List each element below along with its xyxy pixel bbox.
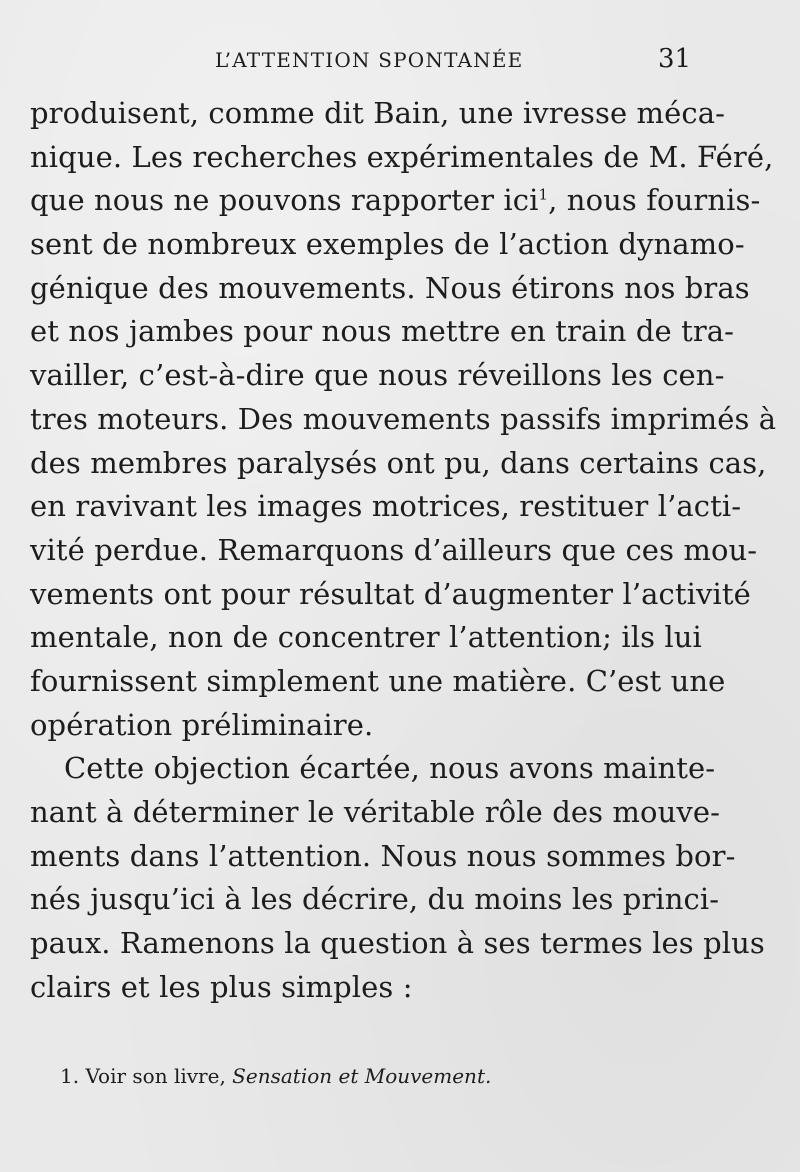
footnote-book-title: Sensation et Mouvement. (232, 1064, 492, 1088)
text-line: paux. Ramenons la question à ses termes les plus (30, 926, 765, 961)
text-span: , nous fournis- (548, 183, 761, 218)
text-line: génique des mouvements. Nous étirons nos bras (30, 270, 750, 305)
running-head: L’ATTENTION SPONTANÉE (215, 48, 524, 72)
text-line: nés jusqu’ici à les décrire, du moins les princi- (30, 882, 720, 917)
text-line: Cette objection écartée, nous avons mainte- (64, 751, 716, 786)
text-line: vements ont pour résultat d’augmenter l’activité (30, 576, 751, 611)
text-line: mentale, non de concentrer l’attention; ils lui (30, 620, 702, 655)
footnote-text: Voir son livre, (85, 1064, 226, 1088)
text-line: nant à déterminer le véritable rôle des mouve- (30, 795, 721, 829)
text-span: que nous ne pouvons rapporter ici (30, 183, 539, 218)
text-line: nique. Les recherches expérimentales de M. Féré, (30, 139, 774, 174)
text-line: clairs et les plus simples : (30, 969, 413, 1004)
text-line: tres moteurs. Des mouvements passifs imprimés à (30, 401, 777, 436)
text-line: opération préliminaire. (30, 707, 374, 742)
text-line: sent de nombreux exemples de l’action dynamo- (30, 227, 745, 262)
footnote-reference: 1 (538, 185, 549, 204)
text-line: produisent, comme dit Bain, une ivresse méca- (30, 96, 726, 130)
body-text (30, 92, 777, 1009)
text-line (30, 179, 761, 223)
text-line: en ravivant les images motrices, restituer l’acti- (30, 489, 742, 524)
page-number: 31 (658, 44, 692, 74)
text-line: vité perdue. Remarquons d’ailleurs que ces mou- (30, 532, 758, 567)
text-line: fournissent simplement une matière. C’est une (30, 663, 726, 698)
text-line: vailler, c’est-à-dire que nous réveillons les cen- (30, 358, 725, 393)
text-line: et nos jambes pour nous mettre en train de tra- (30, 314, 735, 349)
text-line: des membres paralysés ont pu, dans certains cas, (30, 445, 767, 480)
footnote-number: 1. (60, 1064, 80, 1088)
text-line: ments dans l’attention. Nous nous sommes bor- (30, 838, 736, 873)
page-header (0, 44, 800, 80)
footnote (60, 1064, 491, 1088)
